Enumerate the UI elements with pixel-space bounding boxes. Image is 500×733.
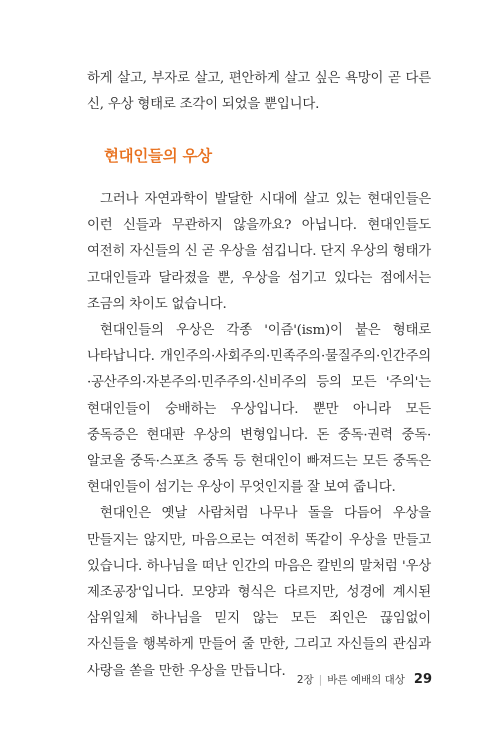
body-paragraph: 현대인은 옛날 사람처럼 나무나 돌을 다듬어 우상을 만들지는 않지만, 마음으로는 여전히 똑같이 우상을 만들고 있습니다. 하나님을 떠난 인간의 마음은 칼빈의 말처럼 '우상 제조공장'입니다. 모양과 형식은 다르지만, 성경에 계시된 삼위일체 하나님을 믿지 않는 모든 죄인은 끊임없이 자신들을 행복하게 만들어 줄 만한, 그리고 자신들의 관심과 사랑을 쏟을 만한 우상을 만듭니다. <box>87 506 431 679</box>
intro-text-block <box>87 66 431 118</box>
footer-chapter-title: 바른 예배의 대상 <box>327 674 405 686</box>
section-heading: 현대인들의 우상 <box>104 147 212 165</box>
page-footer <box>297 673 432 687</box>
page-number: 29 <box>413 672 432 687</box>
body-paragraph: 그러나 자연과학이 발달한 시대에 살고 있는 현대인들은 이런 신들과 무관하지 않을까요? 아닙니다. 현대인들도 여전히 자신들의 신 곧 우상을 섬깁니다. 단지 우상의 형태가 고대인들과 달라졌을 뿐, 우상을 섬기고 있다는 점에서는 조금의 차이도 없습니다. <box>87 192 431 312</box>
footer-chapter: 2장 <box>296 674 314 686</box>
main-text-block <box>87 187 431 685</box>
intro-paragraph: 하게 살고, 부자로 살고, 편안하게 살고 싶은 욕망이 곧 다른 신, 우상 형태로 조각이 되었을 뿐입니다. <box>87 71 431 113</box>
body-paragraph: 현대인들의 우상은 각종 '이즘'(ism)이 붙은 형태로 나타납니다. 개인주의·사회주의·민족주의·물질주의·인간주의·공산주의·자본주의·민주주의·신비주의 등의 모든 '주의'는 현대인들이 숭배하는 우상입니다. 뿐만 아니라 모든 중독증은 현대판 우상의 변형입니다. 돈 중독·권력 중독·알코올 중독·스포츠 중독 등 현대인이 빠져드는 모든 중독은 현대인들이 섬기는 우상이 무엇인지를 잘 보여 줍니다. <box>87 323 431 496</box>
footer-separator: | <box>318 674 323 686</box>
